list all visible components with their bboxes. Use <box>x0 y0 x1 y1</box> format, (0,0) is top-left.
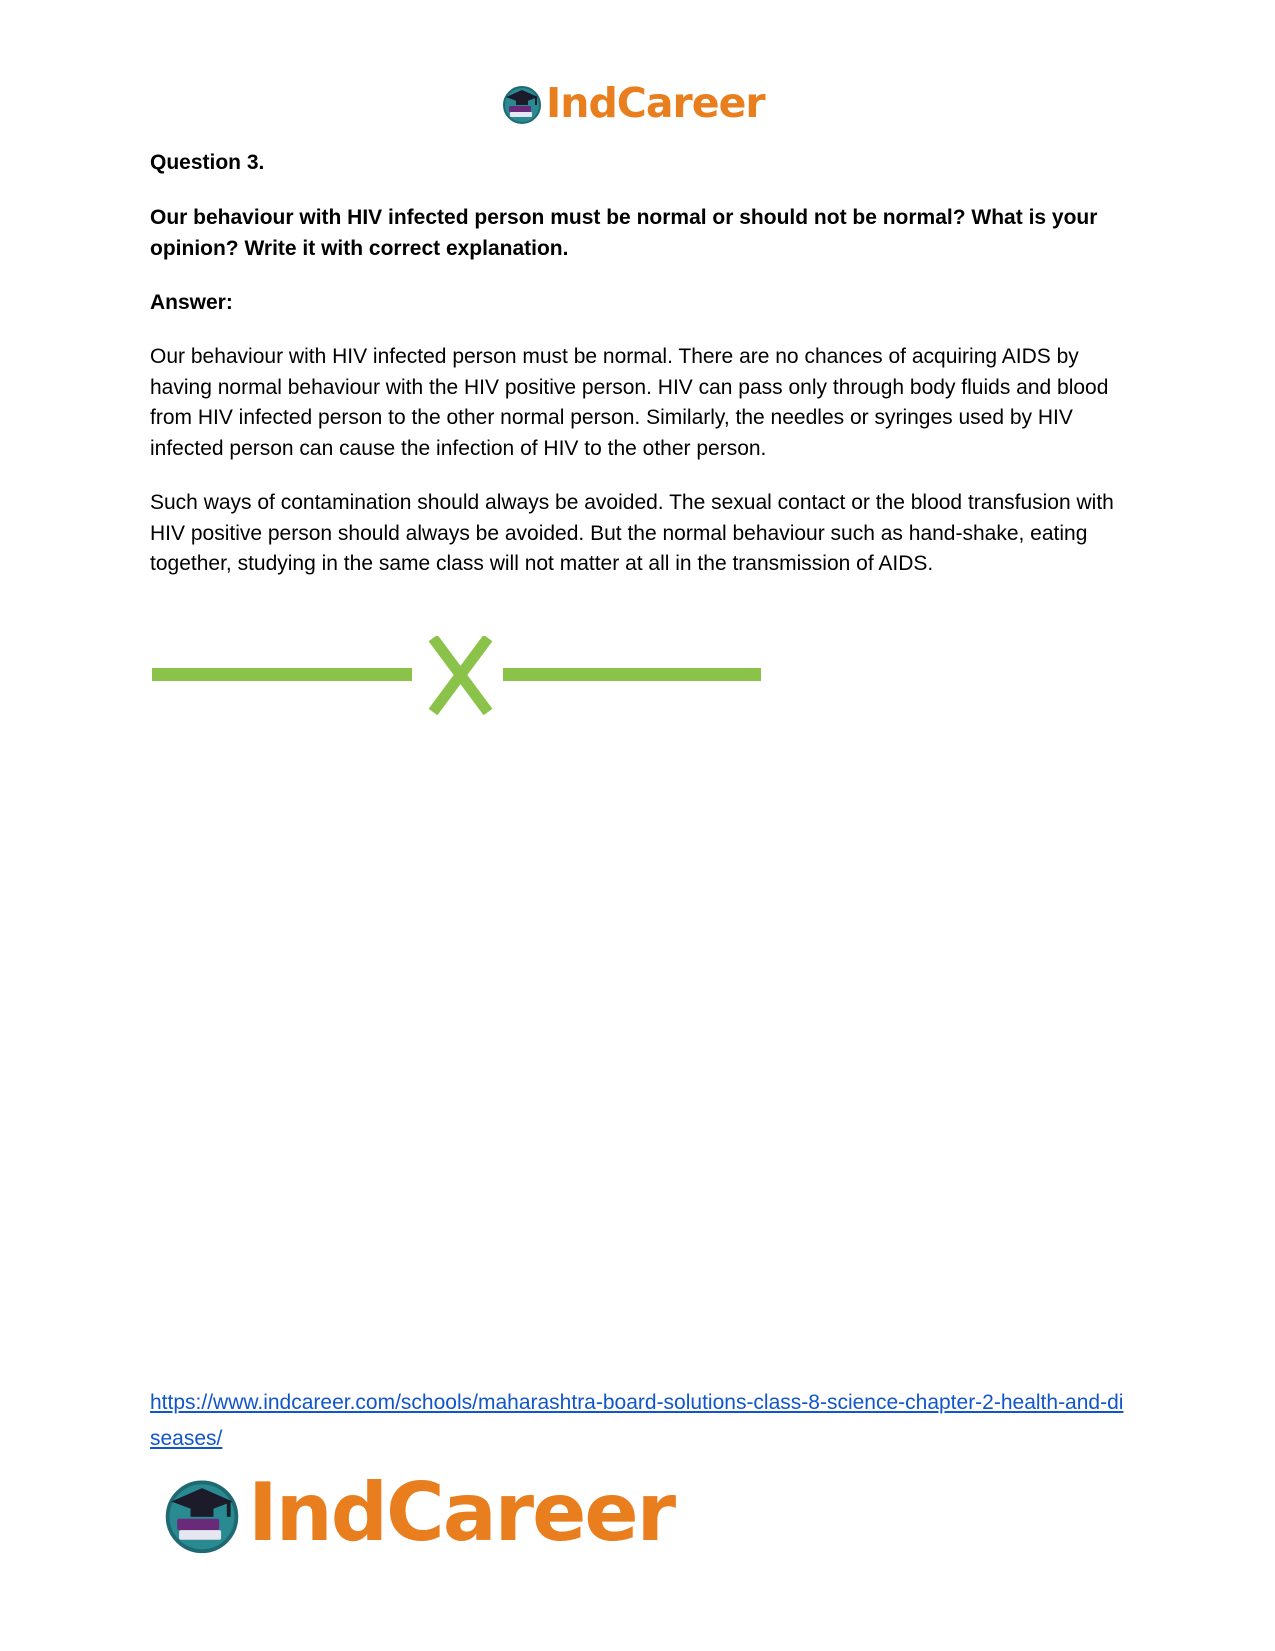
source-link[interactable]: https://www.indcareer.com/schools/maharashtra-board-solutions-class-8-science-chapter-2-health-and-diseases/ <box>150 1391 1124 1450</box>
divider-line-left <box>152 668 412 681</box>
header-logo <box>500 78 765 128</box>
answer-paragraph: Our behaviour with HIV infected person must be normal. There are no chances of acquiring AIDS by having normal behaviour with the HIV positive person. HIV can pass only through body fluids and blood from HIV infected person to the other normal person. Similarly, the needles or syringes used by HIV infected person can cause the infection of HIV to the other person. <box>150 345 1109 460</box>
divider-line-right <box>503 668 761 681</box>
graduation-cap-book-globe-icon <box>500 81 544 125</box>
section-divider <box>150 636 762 716</box>
question-text: Our behaviour with HIV infected person must be normal or should not be normal? What is your opinion? Write it with correct explanation. <box>150 206 1098 260</box>
answer-paragraph: Such ways of contamination should always be avoided. The sexual contact or the blood transfusion with HIV positive person should always be avoided. But the normal behaviour such as hand-shake, eating together, studying in the same class will not matter at all in the transmission of AIDS. <box>150 491 1114 575</box>
article-body <box>150 148 1130 604</box>
question-heading: Question 3. <box>150 151 265 174</box>
graduation-cap-book-globe-icon <box>160 1471 244 1555</box>
close-icon <box>433 638 488 712</box>
logo-wordmark: IndCareer <box>546 78 765 127</box>
footer-logo <box>160 1468 674 1558</box>
answer-heading: Answer: <box>150 291 233 314</box>
logo-wordmark: IndCareer <box>248 1466 675 1559</box>
